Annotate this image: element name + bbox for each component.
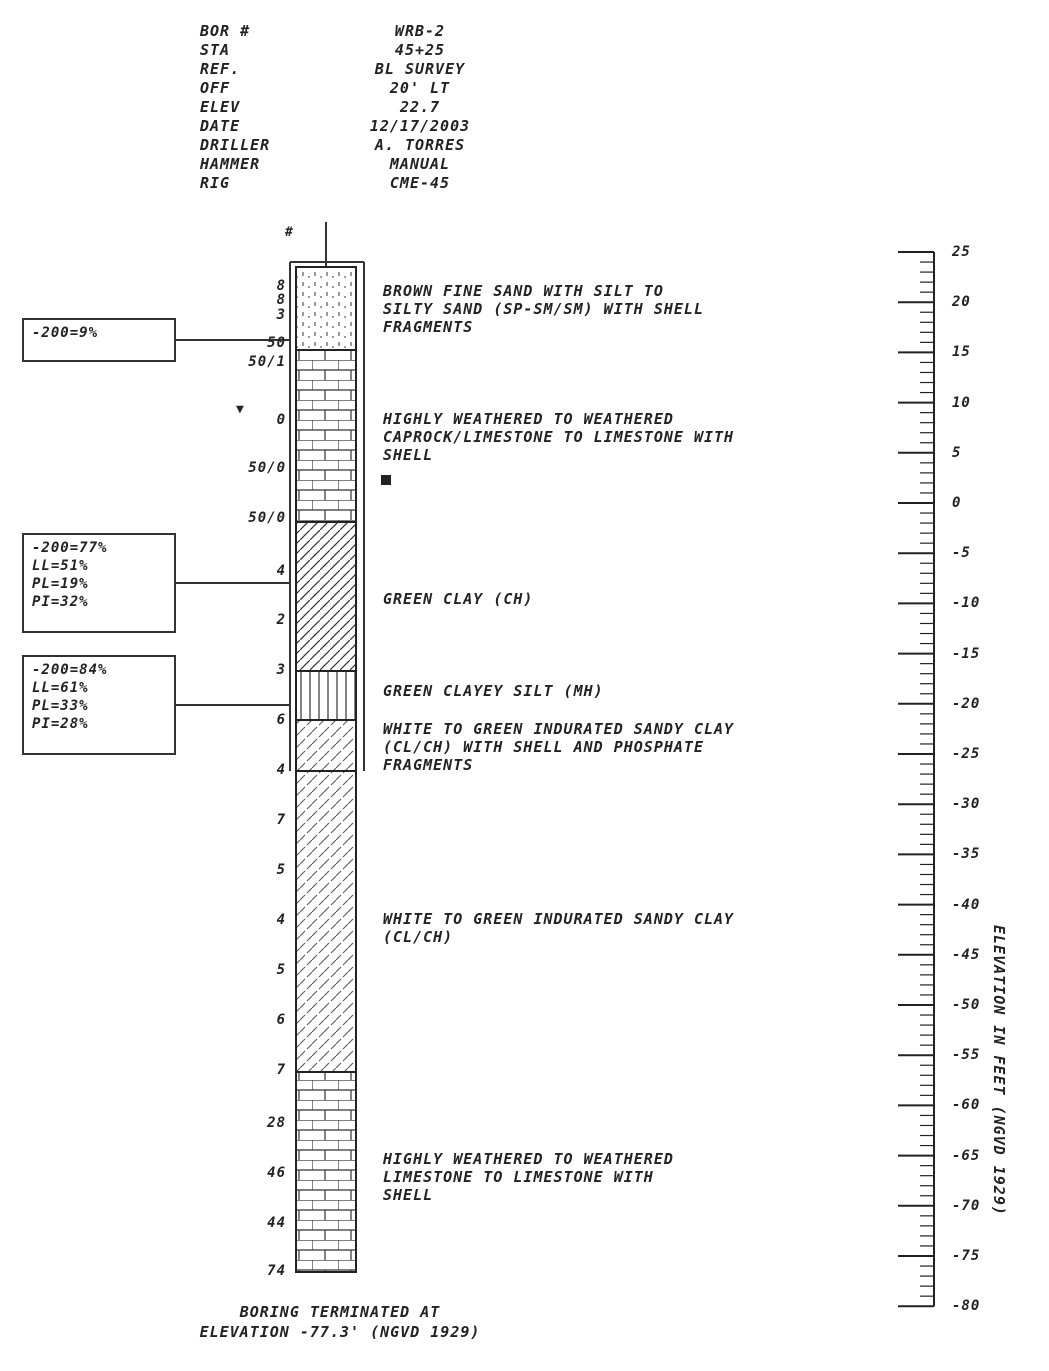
stratum-6 — [296, 771, 356, 1072]
stratum-description: WHITE TO GREEN INDURATED SANDY CLAY (CL/CH) — [383, 910, 735, 946]
stratum-3 — [296, 522, 356, 671]
scale-tick-label: 20 — [952, 294, 971, 311]
blow-count: 6 — [276, 1012, 286, 1028]
water-table-marker: ▼ — [236, 402, 245, 417]
blow-count: 6 — [276, 712, 286, 728]
lab-result-line: PI=28% — [32, 716, 89, 732]
header-value: MANUAL — [389, 155, 451, 173]
stratum-description: HIGHLY WEATHERED TO WEATHERED LIMESTONE TO LIMESTONE WITH SHELL — [383, 1150, 674, 1204]
blow-count: 2 — [276, 612, 286, 628]
scale-tick-label: -80 — [952, 1298, 981, 1315]
scale-tick-label: -10 — [952, 595, 981, 612]
scale-tick-label: -40 — [952, 896, 981, 913]
lab-result-line: PL=19% — [32, 576, 89, 592]
lab-result-box — [22, 533, 176, 633]
lab-result-line: LL=51% — [32, 558, 89, 574]
header-key: OFF — [200, 79, 231, 97]
header-key: RIG — [200, 174, 231, 192]
boring-column — [290, 222, 391, 1272]
blow-count: 3 — [276, 307, 286, 323]
scale-tick-label: 5 — [952, 444, 962, 461]
blow-count: 44 — [267, 1215, 286, 1231]
scale-tick-label: -20 — [952, 695, 981, 712]
scale-tick-label: -55 — [952, 1047, 981, 1064]
scale-tick-label: -65 — [952, 1147, 981, 1164]
blow-count: 3 — [276, 662, 286, 678]
scale-tick-label: -45 — [952, 946, 981, 963]
termination-line-2: ELEVATION -77.3' (NGVD 1929) — [199, 1323, 481, 1341]
elevation-scale — [898, 252, 934, 1306]
stratum-7 — [296, 1072, 356, 1272]
elevation-axis-label: ELEVATION IN FEET (NGVD 1929) — [990, 925, 1008, 1216]
header-value: CME-45 — [389, 174, 451, 192]
blow-count: 7 — [276, 1062, 286, 1078]
scale-tick-label: 15 — [952, 344, 971, 361]
blow-count: 50/0 — [248, 510, 286, 526]
header-key: STA — [200, 41, 231, 59]
scale-tick-label: -25 — [952, 746, 981, 762]
header-key: BOR # — [200, 22, 251, 40]
stratum-2 — [296, 350, 356, 522]
header-value: 22.7 — [399, 98, 441, 116]
lab-result-line: PL=33% — [32, 698, 89, 714]
blow-count: 7 — [276, 812, 286, 828]
header-value: A. TORRES — [374, 136, 466, 154]
scale-tick-label: 0 — [952, 495, 962, 511]
blow-count: 46 — [267, 1165, 286, 1181]
scale-tick-label: 25 — [952, 244, 971, 260]
termination-line-1: BORING TERMINATED AT — [239, 1303, 441, 1321]
blow-count: 5 — [276, 862, 286, 878]
scale-tick-label: -75 — [952, 1248, 981, 1264]
scale-tick-label: 10 — [952, 394, 971, 411]
header-key: HAMMER — [200, 155, 261, 173]
stratum-description: GREEN CLAYEY SILT (MH) — [383, 682, 604, 700]
scale-tick-label: -35 — [952, 846, 981, 863]
blow-count: 5 — [276, 962, 286, 978]
termination-note — [130, 1302, 550, 1342]
stratum-description: GREEN CLAY (CH) — [383, 590, 534, 608]
header-value: 20' LT — [389, 79, 451, 97]
stratum-description: HIGHLY WEATHERED TO WEATHERED CAPROCK/LIMESTONE TO LIMESTONE WITH SHELL — [383, 410, 735, 464]
lab-result-line: -200=77% — [32, 540, 108, 556]
header-value: 12/17/2003 — [369, 117, 471, 135]
blow-count: 4 — [276, 912, 286, 928]
lab-result-box — [22, 318, 176, 362]
lab-result-line: LL=61% — [32, 680, 89, 696]
blow-count: 8 — [276, 292, 286, 308]
sample-marker — [381, 475, 391, 485]
scale-tick-label: -50 — [952, 997, 981, 1013]
lab-result-line: -200=9% — [32, 325, 99, 341]
lab-result-line: PI=32% — [32, 594, 89, 610]
boring-top-marker: # — [285, 225, 294, 240]
header-key: REF. — [200, 60, 241, 78]
blow-count: 0 — [276, 412, 286, 428]
blow-count: 8 — [276, 278, 286, 294]
header-value: 45+25 — [394, 41, 446, 59]
stratum-4 — [296, 671, 356, 720]
blow-count: 74 — [267, 1263, 286, 1279]
blow-count: 28 — [267, 1115, 286, 1131]
scale-tick-label: -30 — [952, 796, 981, 813]
scale-tick-label: -15 — [952, 645, 981, 662]
blow-count: 50/1 — [248, 354, 286, 370]
scale-tick-label: -60 — [952, 1097, 981, 1114]
stratum-description: BROWN FINE SAND WITH SILT TO SILTY SAND (SP-SM/SM) WITH SHELL FRAGMENTS — [383, 282, 704, 336]
stratum-5 — [296, 720, 356, 771]
blow-count: 50/0 — [248, 460, 286, 476]
header-key: DRILLER — [200, 136, 271, 154]
header-value: BL SURVEY — [374, 60, 466, 78]
header-key: DATE — [200, 117, 241, 135]
blow-count: 4 — [276, 762, 286, 778]
blow-count: 4 — [276, 563, 286, 579]
scale-tick-label: -5 — [952, 545, 971, 562]
stratum-description: WHITE TO GREEN INDURATED SANDY CLAY (CL/CH) WITH SHELL AND PHOSPHATE FRAGMENTS — [383, 720, 735, 774]
header-key: ELEV — [200, 98, 241, 116]
header-value: WRB-2 — [394, 22, 446, 40]
stratum-1 — [296, 267, 356, 350]
blow-count: 50 — [267, 335, 286, 351]
scale-tick-label: -70 — [952, 1197, 981, 1214]
lab-result-box — [22, 655, 176, 755]
lab-result-line: -200=84% — [32, 662, 108, 678]
